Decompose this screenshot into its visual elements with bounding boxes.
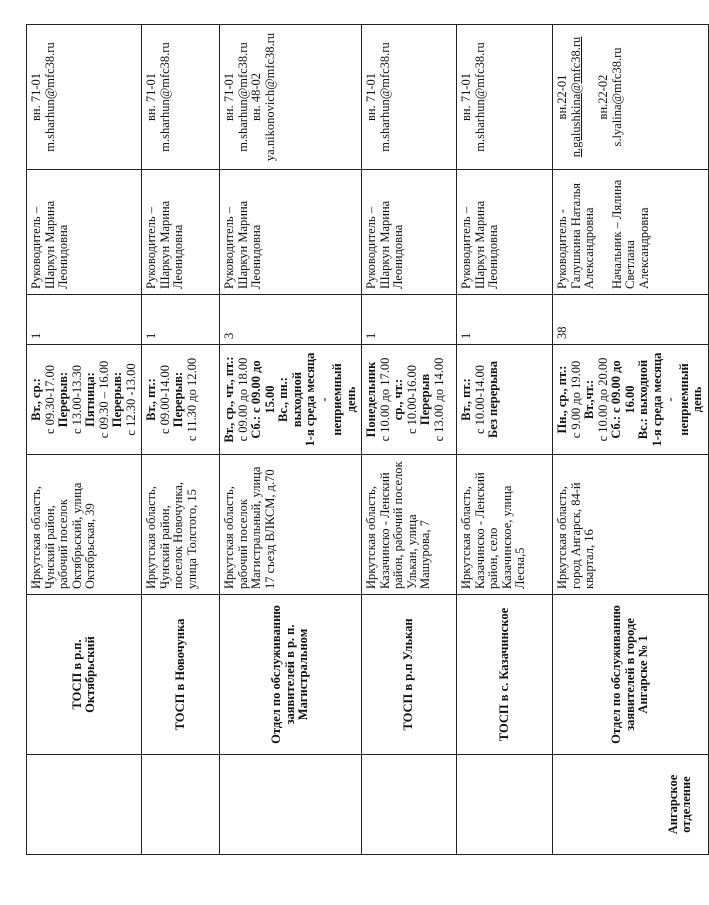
contact-cell [457,25,553,170]
hours-line: Вт., пт.: [144,378,158,421]
hours-line: с 10.00-16.00 [404,364,419,435]
hours-line: Вт.,чт.: [582,379,596,420]
hours-line: с 10.00-14.00 [472,364,487,435]
table-row [362,25,457,855]
table-row [553,25,709,855]
phone-extension: вн.22-02 [596,74,610,120]
office-name-cell: ТОСП в р.п Улькан [362,595,457,755]
email-link[interactable]: m.sharhun@mfc38.ru [472,42,487,152]
hours-line: с 13.00 до 14.00 [431,357,446,442]
hours-line: Перерыв [418,373,432,426]
phone-extension: вн. 71-01 [29,73,43,122]
hours-line: с 10.00 до 17.00 [377,357,392,442]
hours-line: Перерыв: [56,371,70,428]
table-row [27,25,142,855]
hours-line: с 13.00-13.30 [69,364,84,435]
table-row [220,25,362,855]
phone-extension: вн. 71-01 [222,73,236,122]
phone-extension: вн. 71-01 [459,73,473,122]
hours-cell [362,345,457,455]
email-link[interactable]: ya.nikonovich@mfc38.ru [262,32,277,162]
hours-cell [220,345,362,455]
hours-line: Пн., ср., пт.: [555,365,569,434]
hours-line: с 09.00 до 18.00 [235,357,250,442]
head-cell: Руководитель – Шаркун Марина Леонидовна [27,170,142,295]
address-cell: Иркутская область, рабочий поселок Магистральный, улица 17 съезд ВЛКСМ, д.70 [220,455,362,595]
office-name-cell: ТОСП в р.п. Октябрьский [27,595,142,755]
email-link[interactable]: m.sharhun@mfc38.ru [42,42,57,152]
department-cell: Ангарское отделение [553,755,709,855]
staff-count-cell: 38 [553,295,709,345]
head-cell [553,170,709,295]
address-cell: Иркутская область, Казачинско - Ленский район, рабочий поселок Улькан, улица Машурова, 7 [362,455,457,595]
spacer [597,175,611,289]
hours-line: с 09.30-17.00 [42,364,57,435]
spacer [583,30,597,164]
hours-line: Перерыв: [110,371,124,428]
hours-line: Сб.: с 09.00 до 16.00 [609,360,637,439]
hours-line: Вт., ср.: [29,378,43,421]
head-cell: Руководитель – Шаркун Марина Леонидовна [220,170,362,295]
office-name-cell: Отдел по обслуживанию заявителей в городе Ангарске № 1 [553,595,709,755]
hours-line: с 10.00 до 20.00 [595,357,610,442]
hours-cell [457,345,553,455]
contact-cell [27,25,142,170]
hours-line: с 9.00 до 19.00 [568,360,583,439]
hours-line: ср., чт.: [391,378,405,421]
hours-line: с 12.30 -13.00 [123,363,138,436]
department-cell [220,755,362,855]
contact-cell [142,25,220,170]
department-cell [142,755,220,855]
department-cell [27,755,142,855]
hours-line: с 09.30 – 16.00 [96,360,111,439]
head-cell: Руководитель – Шаркун Марина Леонидовна [457,170,553,295]
hours-line: Вт., ср., чт., пт.: [222,356,236,443]
hours-line: Вс., пн.: выходной [276,371,304,428]
phone-extension: вн. 71-01 [364,73,378,122]
table-row [457,25,553,855]
hours-line: 1-я среда месяца - [649,352,677,447]
email-link[interactable]: s.lyalina@mfc38.ru [609,47,624,147]
office-name-cell: Отдел по обслуживанию заявителей в р. п. Магистральном [220,595,362,755]
hours-line: Без перерыва [486,361,500,438]
hours-line: с 11.30 до 12.00 [184,357,199,442]
email-link[interactable]: m.sharhun@mfc38.ru [235,42,250,152]
staff-count-cell: 3 [220,295,362,345]
email-link[interactable]: n.galushkina@mfc38.ru [568,36,583,158]
address-cell: Иркутская область, город Ангарск, 84-й квартал, 16 [553,455,709,595]
contact-cell [220,25,362,170]
staff-count-cell: 1 [142,295,220,345]
hours-cell [142,345,220,455]
email-link[interactable]: m.sharhun@mfc38.ru [157,42,172,152]
phone-extension: вн. 48-02 [249,73,263,122]
department-cell [457,755,553,855]
hours-line: Вс.: выходной [636,359,650,440]
hours-line: с 09.00-14.00 [157,364,172,435]
address-cell: Иркутская область, Чунский район, рабочий поселок Октябрьский, улица Октябрьская, 39 [27,455,142,595]
address-cell: Иркутская область, Чунский район, поселок Новочунка, улица Толстого, 15 [142,455,220,595]
head-cell: Руководитель – Шаркун Марина Леонидовна [142,170,220,295]
department-cell [362,755,457,855]
address-cell: Иркутская область, Казачинско - Ленский район, село Казачинское, улица Лесна,5 [457,455,553,595]
hours-line: 1-я среда месяца - [303,352,331,447]
staff-count-cell: 1 [457,295,553,345]
office-name-cell: ТОСП в с. Казачинское [457,595,553,755]
head-name: Руководитель - Галушкина Наталья Александровна [555,182,596,289]
offices-table [26,24,709,855]
hours-cell [27,345,142,455]
table-row [142,25,220,855]
staff-count-cell: 1 [27,295,142,345]
contact-cell [553,25,709,170]
rotated-table-sheet [26,25,704,855]
email-link[interactable]: m.sharhun@mfc38.ru [377,42,392,152]
phone-extension: вн. 71-01 [144,73,158,122]
contact-cell [362,25,457,170]
hours-cell [553,345,709,455]
deputy-name: Начальник – Лялина Светлана Александровна [609,179,651,289]
head-cell: Руководитель – Шаркун Марина Леонидовна [362,170,457,295]
hours-line: Понедельник [364,361,378,438]
office-name-cell: ТОСП в Новочунка [142,595,220,755]
hours-line: Вт., пт.: [459,378,473,421]
hours-line: Сб.: с 09.00 до 15.00 [249,360,277,439]
hours-line: неприемный день [330,363,358,436]
hours-line: Перерыв: [171,371,185,428]
staff-count-cell: 1 [362,295,457,345]
hours-line: Пятница: [83,372,97,427]
hours-line: неприемный день [676,363,704,436]
phone-extension: вн.22-01 [555,74,569,120]
